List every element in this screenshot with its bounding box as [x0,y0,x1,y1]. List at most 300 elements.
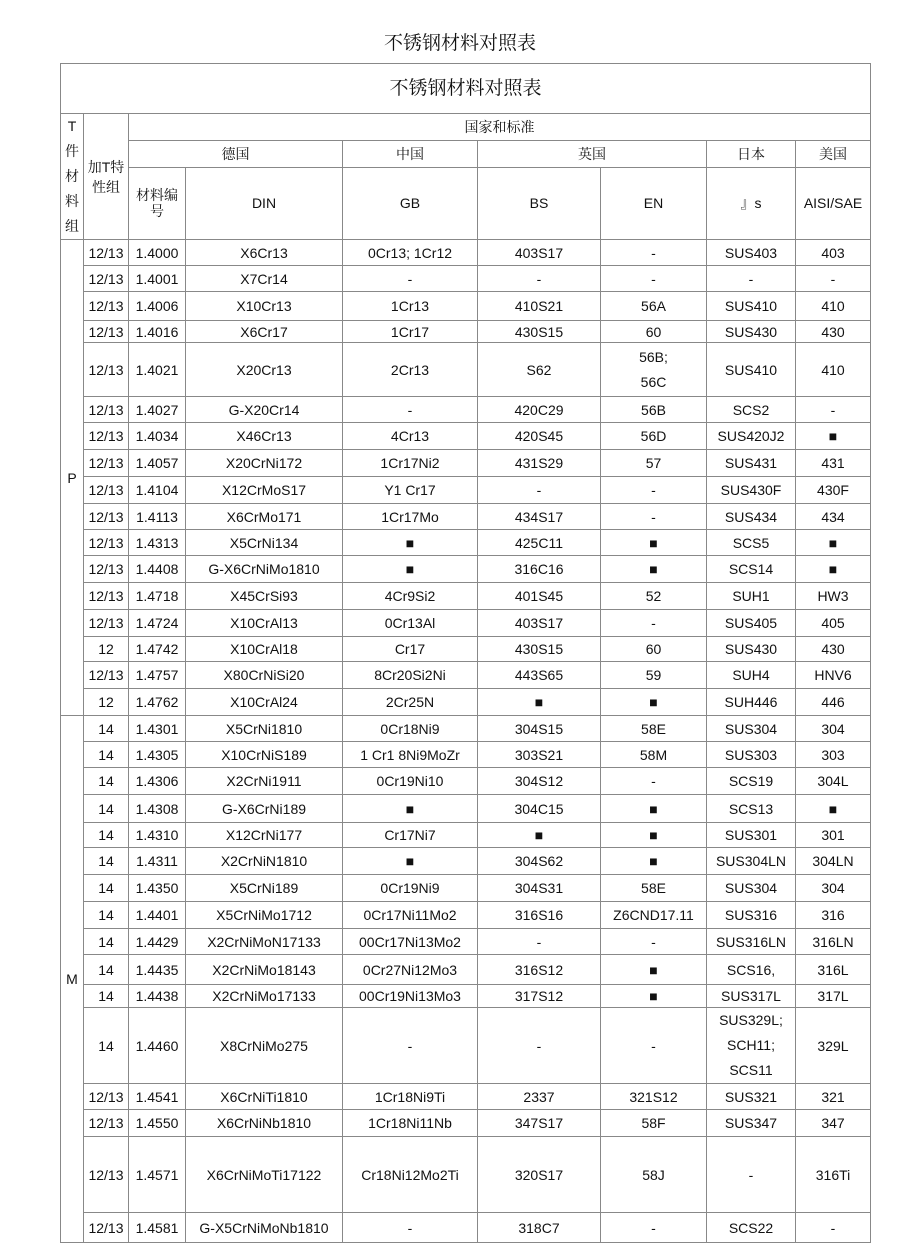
cell-gb: - [343,397,478,423]
cell-machining-group: 12/13 [84,477,129,504]
cell-gb: 1Cr17 [343,321,478,343]
cell-material-no: 1.4438 [129,985,186,1008]
cell-jis: SUH446 [707,689,796,716]
table-row [61,795,871,823]
cell-gb: - [343,266,478,292]
table-row [61,1137,871,1213]
cell-jis: SCS5 [707,530,796,556]
cell-en: 321S12 [601,1084,707,1110]
cell-aisi: 347 [796,1110,871,1137]
cell-machining-group: 14 [84,1008,129,1084]
cell-machining-group: 12/13 [84,397,129,423]
header-jis: 』s [707,167,796,239]
cell-aisi: HNV6 [796,662,871,689]
material-group-label: M [61,716,84,1243]
cell-bs: 320S17 [478,1137,601,1213]
cell-bs: 401S45 [478,583,601,610]
cell-bs: 318C7 [478,1213,601,1243]
cell-bs: 443S65 [478,662,601,689]
cell-en: ■ [601,823,707,848]
header-usa: 美国 [796,141,871,167]
cell-material-no: 1.4000 [129,240,186,266]
cell-din: X6Cr13 [186,240,343,266]
cell-bs: 403S17 [478,610,601,637]
cell-din: X5CrNi134 [186,530,343,556]
cell-din: X2CrNiMo17133 [186,985,343,1008]
cell-din: X20CrNi172 [186,450,343,477]
cell-aisi: 316L [796,955,871,985]
table-row [61,902,871,929]
cell-aisi: - [796,1213,871,1243]
cell-machining-group: 12/13 [84,530,129,556]
cell-machining-group: 12 [84,689,129,716]
cell-gb: ■ [343,556,478,583]
cell-gb: Cr18Ni12Mo2Ti [343,1137,478,1213]
cell-jis: SUS410 [707,343,796,397]
cell-din: X10CrNiS189 [186,742,343,768]
header-germany: 德国 [129,141,343,167]
cell-en: 56B; 56C [601,343,707,397]
cell-material-no: 1.4541 [129,1084,186,1110]
cell-machining-group: 12/13 [84,556,129,583]
table-row [61,985,871,1008]
cell-din: X2CrNiN1810 [186,848,343,875]
header-uk: 英国 [478,141,707,167]
cell-en: 59 [601,662,707,689]
cell-en: ■ [601,556,707,583]
header-material-group-char: T [67,118,77,134]
cell-jis: SUS316 [707,902,796,929]
cell-material-no: 1.4034 [129,423,186,450]
cell-bs: 316C16 [478,556,601,583]
cell-gb: - [343,1008,478,1084]
cell-gb: 0Cr18Ni9 [343,716,478,742]
table-row [61,504,871,530]
cell-bs: 316S16 [478,902,601,929]
cell-en: ■ [601,795,707,823]
cell-din: X20Cr13 [186,343,343,397]
cell-gb: 8Cr20Si2Ni [343,662,478,689]
cell-aisi: 301 [796,823,871,848]
table-row [61,1110,871,1137]
cell-en: 52 [601,583,707,610]
cell-din: X5CrNi1810 [186,716,343,742]
cell-din: G-X6CrNiMo1810 [186,556,343,583]
cell-gb: 0Cr13; 1Cr12 [343,240,478,266]
cell-din: X46Cr13 [186,423,343,450]
table-row [61,929,871,955]
cell-gb: 2Cr13 [343,343,478,397]
cell-material-no: 1.4350 [129,875,186,902]
cell-gb: 1Cr18Ni9Ti [343,1084,478,1110]
cell-material-no: 1.4057 [129,450,186,477]
cell-machining-group: 12/13 [84,662,129,689]
cell-en: 60 [601,321,707,343]
cell-en: - [601,929,707,955]
cell-en: Z6CND17.11 [601,902,707,929]
cell-en: 56A [601,292,707,321]
cell-material-no: 1.4310 [129,823,186,848]
cell-machining-group: 12/13 [84,292,129,321]
table-row [61,1213,871,1243]
cell-gb: 00Cr17Ni13Mo2 [343,929,478,955]
cell-aisi: ■ [796,423,871,450]
cell-aisi: 321 [796,1084,871,1110]
cell-material-no: 1.4460 [129,1008,186,1084]
table-row [61,556,871,583]
cell-gb: Cr17Ni7 [343,823,478,848]
cell-bs: 425C11 [478,530,601,556]
cell-aisi: 430 [796,321,871,343]
cell-bs: 431S29 [478,450,601,477]
cell-aisi: 410 [796,343,871,397]
table-title: 不锈钢材料对照表 [61,64,871,114]
table-row [61,875,871,902]
cell-bs: - [478,1008,601,1084]
table-row [61,610,871,637]
cell-jis: SUS410 [707,292,796,321]
cell-bs: 430S15 [478,321,601,343]
cell-aisi: HW3 [796,583,871,610]
cell-material-no: 1.4757 [129,662,186,689]
header-aisi: AISI/SAE [796,167,871,239]
cell-gb: 1Cr17Mo [343,504,478,530]
header-material-no: 材料编号 [129,167,186,239]
cell-material-no: 1.4021 [129,343,186,397]
table-row [61,477,871,504]
cell-material-no: 1.4113 [129,504,186,530]
cell-en: 58E [601,875,707,902]
cell-din: X2CrNiMoN17133 [186,929,343,955]
cell-aisi: 304 [796,875,871,902]
cell-gb: 4Cr13 [343,423,478,450]
cell-material-no: 1.4762 [129,689,186,716]
cell-aisi: - [796,397,871,423]
cell-gb: ■ [343,795,478,823]
cell-machining-group: 14 [84,985,129,1008]
cell-machining-group: 14 [84,929,129,955]
header-material-group-char: 组 [65,218,79,234]
cell-bs: 347S17 [478,1110,601,1137]
cell-din: X10CrAl18 [186,637,343,662]
cell-material-no: 1.4306 [129,768,186,795]
table-row [61,1084,871,1110]
stainless-steel-comparison-table [60,63,871,1243]
table-row [61,397,871,423]
cell-material-no: 1.4305 [129,742,186,768]
cell-din: X5CrNi189 [186,875,343,902]
cell-gb: - [343,1213,478,1243]
cell-bs: 410S21 [478,292,601,321]
cell-aisi: 405 [796,610,871,637]
header-material-group [61,114,84,240]
cell-gb: 4Cr9Si2 [343,583,478,610]
cell-din: X6Cr17 [186,321,343,343]
cell-en: - [601,504,707,530]
cell-material-no: 1.4724 [129,610,186,637]
cell-en: - [601,477,707,504]
cell-jis: SUS329L; SCH11; SCS11 [707,1008,796,1084]
cell-material-no: 1.4581 [129,1213,186,1243]
cell-bs: 403S17 [478,240,601,266]
table-row [61,343,871,397]
cell-din: X12CrMoS17 [186,477,343,504]
cell-aisi: - [796,266,871,292]
cell-en: ■ [601,985,707,1008]
table-row [61,583,871,610]
cell-material-no: 1.4308 [129,795,186,823]
cell-material-no: 1.4016 [129,321,186,343]
cell-machining-group: 12/13 [84,1137,129,1213]
cell-en: 60 [601,637,707,662]
cell-jis: SCS16, [707,955,796,985]
cell-jis: - [707,1137,796,1213]
cell-din: X10CrAl24 [186,689,343,716]
cell-din: X6CrNiTi1810 [186,1084,343,1110]
cell-machining-group: 12/13 [84,610,129,637]
cell-material-no: 1.4571 [129,1137,186,1213]
cell-bs: 420S45 [478,423,601,450]
table-row [61,662,871,689]
cell-en: - [601,610,707,637]
cell-jis: SUS303 [707,742,796,768]
cell-din: X6CrNiNb1810 [186,1110,343,1137]
cell-aisi: 434 [796,504,871,530]
cell-en: - [601,1008,707,1084]
cell-gb: 0Cr17Ni11Mo2 [343,902,478,929]
cell-aisi: 304 [796,716,871,742]
cell-machining-group: 14 [84,955,129,985]
cell-bs: 303S21 [478,742,601,768]
cell-bs: ■ [478,823,601,848]
cell-din: X2CrNiMo18143 [186,955,343,985]
cell-bs: 304C15 [478,795,601,823]
table-row [61,716,871,742]
cell-machining-group: 14 [84,848,129,875]
header-gb: GB [343,167,478,239]
table-row [61,955,871,985]
cell-din: X6CrNiMoTi17122 [186,1137,343,1213]
cell-gb: 00Cr19Ni13Mo3 [343,985,478,1008]
cell-din: X12CrNi177 [186,823,343,848]
cell-en: 58J [601,1137,707,1213]
cell-material-no: 1.4001 [129,266,186,292]
cell-bs: 2337 [478,1084,601,1110]
cell-din: X10CrAl13 [186,610,343,637]
cell-din: X45CrSi93 [186,583,343,610]
cell-machining-group: 12/13 [84,1110,129,1137]
cell-machining-group: 14 [84,742,129,768]
header-material-group-char: 件 [65,143,79,159]
header-en: EN [601,167,707,239]
cell-aisi: 303 [796,742,871,768]
cell-aisi: 446 [796,689,871,716]
cell-bs: 317S12 [478,985,601,1008]
table-row [61,423,871,450]
header-material-group-char: 料 [65,193,79,209]
cell-en: 56B [601,397,707,423]
cell-gb: 0Cr13Al [343,610,478,637]
table-row [61,240,871,266]
cell-din: G-X6CrNi189 [186,795,343,823]
cell-machining-group: 14 [84,768,129,795]
cell-jis: SUS304 [707,875,796,902]
table-row [61,1008,871,1084]
cell-bs: - [478,477,601,504]
cell-gb: Y1 Cr17 [343,477,478,504]
cell-machining-group: 12/13 [84,1213,129,1243]
cell-jis: - [707,266,796,292]
cell-jis: SUS304 [707,716,796,742]
cell-material-no: 1.4027 [129,397,186,423]
cell-material-no: 1.4104 [129,477,186,504]
cell-en: - [601,1213,707,1243]
cell-gb: 1Cr17Ni2 [343,450,478,477]
cell-jis: SUS430 [707,321,796,343]
cell-jis: SUS420J2 [707,423,796,450]
cell-din: X6CrMo171 [186,504,343,530]
cell-jis: SUS317L [707,985,796,1008]
cell-bs: ■ [478,689,601,716]
cell-material-no: 1.4435 [129,955,186,985]
cell-jis: SUS304LN [707,848,796,875]
cell-material-no: 1.4301 [129,716,186,742]
cell-gb: 1 Cr1 8Ni9MoZr [343,742,478,768]
cell-machining-group: 12/13 [84,240,129,266]
cell-aisi: 304LN [796,848,871,875]
cell-bs: 420C29 [478,397,601,423]
table-row [61,292,871,321]
cell-material-no: 1.4408 [129,556,186,583]
table-row [61,450,871,477]
cell-aisi: ■ [796,530,871,556]
cell-machining-group: 12/13 [84,266,129,292]
cell-en: - [601,266,707,292]
cell-aisi: 430F [796,477,871,504]
cell-aisi: 316 [796,902,871,929]
cell-jis: SCS19 [707,768,796,795]
cell-machining-group: 14 [84,902,129,929]
cell-jis: SCS14 [707,556,796,583]
cell-machining-group: 12/13 [84,423,129,450]
cell-aisi: 403 [796,240,871,266]
cell-jis: SUS405 [707,610,796,637]
cell-jis: SUS321 [707,1084,796,1110]
cell-aisi: 304L [796,768,871,795]
header-machining-group: 加T特性组 [84,114,129,240]
cell-machining-group: 12/13 [84,450,129,477]
cell-jis: SUS301 [707,823,796,848]
cell-aisi: ■ [796,795,871,823]
cell-aisi: 316Ti [796,1137,871,1213]
cell-machining-group: 12 [84,637,129,662]
cell-bs: 430S15 [478,637,601,662]
cell-bs: - [478,266,601,292]
cell-aisi: 317L [796,985,871,1008]
cell-material-no: 1.4550 [129,1110,186,1137]
cell-en: - [601,768,707,795]
cell-en: 56D [601,423,707,450]
header-material-group-char: 材 [65,168,79,184]
table-row [61,768,871,795]
cell-gb: 0Cr19Ni10 [343,768,478,795]
header-bs: BS [478,167,601,239]
material-group-label: P [61,240,84,716]
cell-jis: SUS316LN [707,929,796,955]
cell-aisi: 329L [796,1008,871,1084]
cell-machining-group: 14 [84,795,129,823]
cell-jis: SUH1 [707,583,796,610]
cell-aisi: 431 [796,450,871,477]
cell-en: ■ [601,530,707,556]
cell-jis: SCS2 [707,397,796,423]
cell-en: 58M [601,742,707,768]
cell-din: X8CrNiMo275 [186,1008,343,1084]
cell-gb: 1Cr18Ni11Nb [343,1110,478,1137]
table-row [61,637,871,662]
cell-din: X80CrNiSi20 [186,662,343,689]
cell-gb: Cr17 [343,637,478,662]
cell-gb: ■ [343,848,478,875]
cell-gb: 0Cr19Ni9 [343,875,478,902]
cell-material-no: 1.4429 [129,929,186,955]
cell-aisi: 410 [796,292,871,321]
cell-bs: - [478,929,601,955]
header-japan: 日本 [707,141,796,167]
cell-bs: 304S31 [478,875,601,902]
cell-machining-group: 14 [84,823,129,848]
cell-material-no: 1.4311 [129,848,186,875]
cell-material-no: 1.4718 [129,583,186,610]
table-row [61,530,871,556]
cell-material-no: 1.4401 [129,902,186,929]
cell-din: X2CrNi1911 [186,768,343,795]
document-title: 不锈钢材料对照表 [383,33,536,54]
cell-en: 57 [601,450,707,477]
cell-gb: 1Cr13 [343,292,478,321]
cell-jis: SUS347 [707,1110,796,1137]
cell-en: ■ [601,848,707,875]
cell-jis: SUS434 [707,504,796,530]
cell-jis: SUS430F [707,477,796,504]
header-din: DIN [186,167,343,239]
cell-jis: SCS13 [707,795,796,823]
cell-jis: SUS430 [707,637,796,662]
cell-jis: SCS22 [707,1213,796,1243]
table-row [61,823,871,848]
cell-material-no: 1.4006 [129,292,186,321]
cell-machining-group: 12/13 [84,321,129,343]
cell-en: 58E [601,716,707,742]
cell-bs: 434S17 [478,504,601,530]
cell-din: X7Cr14 [186,266,343,292]
cell-gb: ■ [343,530,478,556]
cell-en: ■ [601,955,707,985]
cell-aisi: ■ [796,556,871,583]
cell-jis: SUS431 [707,450,796,477]
header-china: 中国 [343,141,478,167]
cell-gb: 2Cr25N [343,689,478,716]
table-row [61,321,871,343]
cell-material-no: 1.4742 [129,637,186,662]
cell-bs: S62 [478,343,601,397]
cell-machining-group: 12/13 [84,583,129,610]
cell-machining-group: 12/13 [84,1084,129,1110]
cell-machining-group: 14 [84,716,129,742]
cell-bs: 304S15 [478,716,601,742]
cell-din: G-X5CrNiMoNb1810 [186,1213,343,1243]
cell-aisi: 430 [796,637,871,662]
